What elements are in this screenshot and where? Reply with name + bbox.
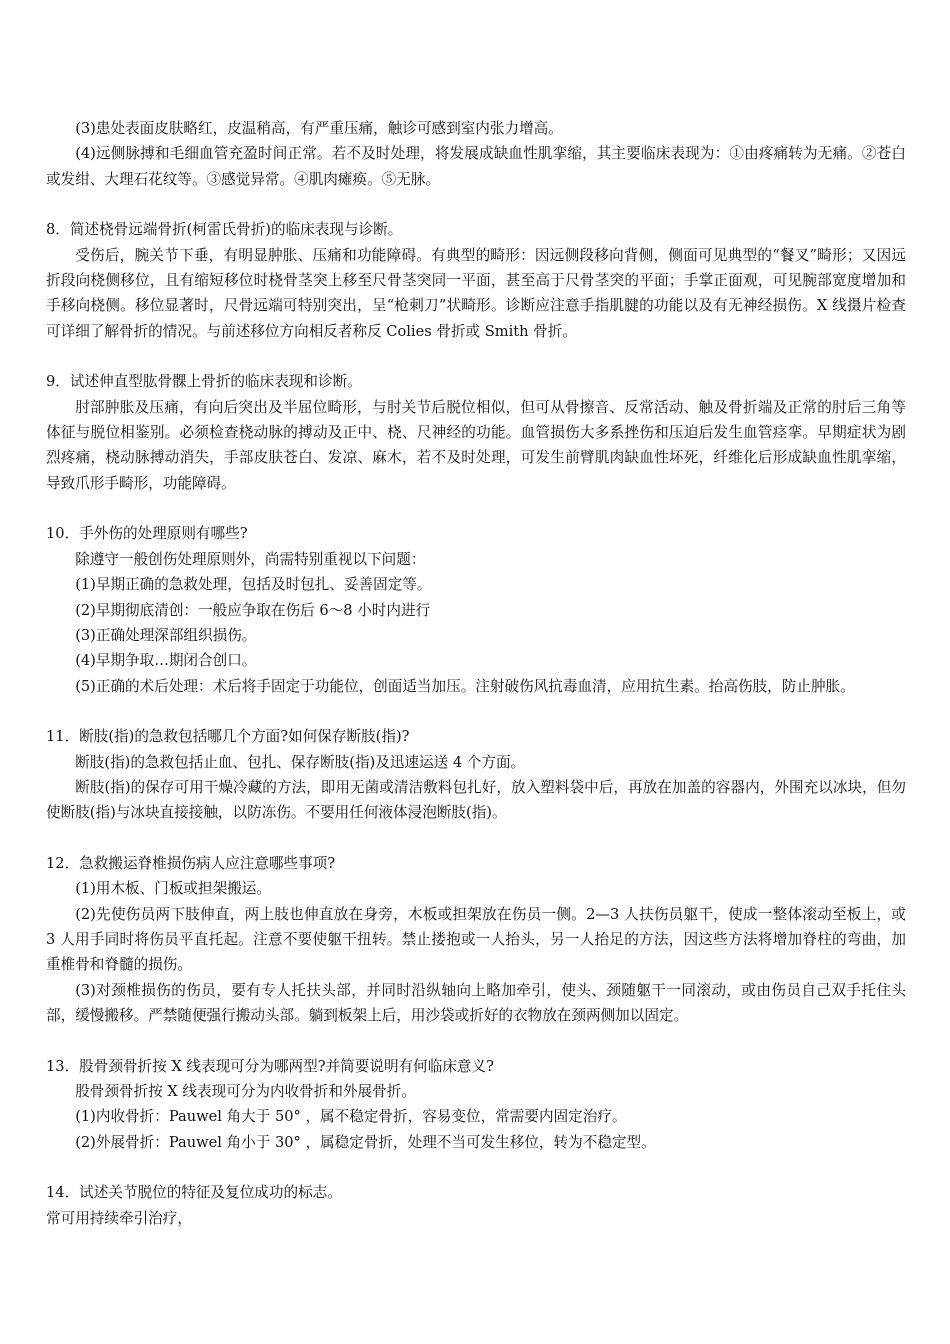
list-item: (1)早期正确的急救处理，包括及时包扎、妥善固定等。 — [75, 576, 432, 594]
answer-lead: 除遵守一般创伤处理原则外，尚需特别重视以下问题： — [75, 550, 426, 568]
answer-lead: 股骨颈骨折按 X 线表现可分为内收骨折和外展骨折。 — [75, 1083, 416, 1100]
answer-paragraph: 受伤后，腕关节下垂，有明显肿胀、压痛和功能障碍。有典型的畸形：因远侧段移向背侧，侧面可见典型的“餐叉”畸形；又因远折段向桡侧移位，且有缩短移位时桡骨茎突上移至尺骨茎突同一平面，甚至高于尺骨茎突的平面；手掌正面观，可见腕部宽度增加和手移向桡侧。移位显著时，尺骨远端可特别突出，呈“枪刺刀”状畸形。诊断应注意手指肌腱的功能以及有无神经损伤。X 线摄片检查可详细了解骨折的情况。与前述移位方向相反者称反 Colies 骨折或 Smith 骨折。 — [46, 246, 906, 340]
question-title: 8．简述桡骨远端骨折(柯雷氏骨折)的临床表现与诊断。 — [46, 221, 403, 239]
list-item: (3)正确处理深部组织损伤。 — [75, 626, 257, 644]
list-item: (2)外展骨折：Pauwel 角小于 30° ，属稳定骨折，处理不当可发生移位，转为不稳定型。 — [75, 1133, 656, 1151]
answer-paragraph: 断肢(指)的急救包括止血、包扎、保存断肢(指)及迅速运送 4 个方面。 — [75, 753, 526, 771]
list-item: (4)早期争取…期闭合创口。 — [75, 652, 257, 670]
answer-paragraph: 肘部肿胀及压痛，有向后突出及半屈位畸形，与肘关节后脱位相似，但可从骨擦音、反常活动、触及骨折端及正常的肘后三角等体征与脱位相鉴别。必须检查桡动脉的搏动及正中、桡、尺神经的功能。血管损伤大多系挫伤和压迫后发生血管痉挛。早期症状为剧烈疼痛，桡动脉搏动消失，手部皮肤苍白、发凉、麻木，若不及时处理，可发生前臂肌肉缺血性坏死，纤维化后形成缺血性肌挛缩，导致爪形手畸形，功能障碍。 — [46, 398, 906, 492]
document-page — [46, 116, 906, 1231]
question-title: 11．断肢(指)的急救包括哪几个方面?如何保存断肢(指)? — [46, 728, 410, 746]
answer-paragraph: 断肢(指)的保存可用干燥冷藏的方法，即用无菌或清洁敷料包扎好，放入塑料袋中后，再放在加盖的容器内，外围充以冰块，但勿使断肢(指)与冰块直接接触，以防冻伤。不要用任何液体浸泡断肢(指)。 — [46, 778, 906, 822]
question-title: 14．试述关节脱位的特征及复位成功的标志。 — [46, 1184, 342, 1202]
question-title: 10．手外伤的处理原则有哪些? — [46, 525, 248, 543]
question-title: 9．试述伸直型肱骨髁上骨折的临床表现和诊断。 — [46, 373, 362, 391]
paragraph: (4)远侧脉搏和毛细血管充盈时间正常。若不及时处理，将发展成缺血性肌挛缩，其主要临床表现为：①由疼痛转为无痛。②苍白或发绀、大理石花纹等。③感觉异常。④肌肉瘫痪。⑤无脉。 — [46, 145, 906, 188]
list-item: (2)早期彻底清创：一般应争取在伤后 6～8 小时内进行 — [75, 601, 431, 619]
paragraph: (3)患处表面皮肤略红，皮温稍高，有严重压痛，触诊可感到室内张力增高。 — [75, 120, 563, 137]
list-item: (3)对颈椎损伤的伤员，要有专人托扶头部，并同时沿纵轴向上略加牵引，使头、颈随躯干一同滚动，或由伤员自己双手托住头部，缓慢搬移。严禁随便强行搬动头部。躺到板架上后，用沙袋或折好的衣物放在颈两侧加以固定。 — [46, 981, 906, 1025]
question-title: 13．股骨颈骨折按 X 线表现可分为哪两型?并简要说明有何临床意义? — [46, 1057, 494, 1075]
list-item: (1)内收骨折：Pauwel 角大于 50° ，属不稳定骨折，容易变位，常需要内固定治疗。 — [75, 1108, 627, 1126]
list-item: (1)用木板、门板或担架搬运。 — [75, 880, 271, 898]
list-item: (2)先使伤员两下肢伸直，两上肢也伸直放在身旁，木板或担架放在伤员一侧。2—3 人扶伤员躯干，使成一整体滚动至板上，或 3 人用手同时将伤员平直托起。注意不要使躯干扭转。禁止搂抱或一人抬头，另一人抬足的方法，因这些方法将增加脊柱的弯曲，加重椎骨和脊髓的损伤。 — [46, 905, 906, 974]
question-title: 12．急救搬运脊椎损伤病人应注意哪些事项? — [46, 854, 336, 872]
answer-paragraph: 常可用持续牵引治疗， — [46, 1209, 192, 1227]
list-item: (5)正确的术后处理：术后将手固定于功能位，创面适当加压。注射破伤风抗毒血清，应用抗生素。抬高伤肢，防止肿胀。 — [75, 677, 855, 695]
